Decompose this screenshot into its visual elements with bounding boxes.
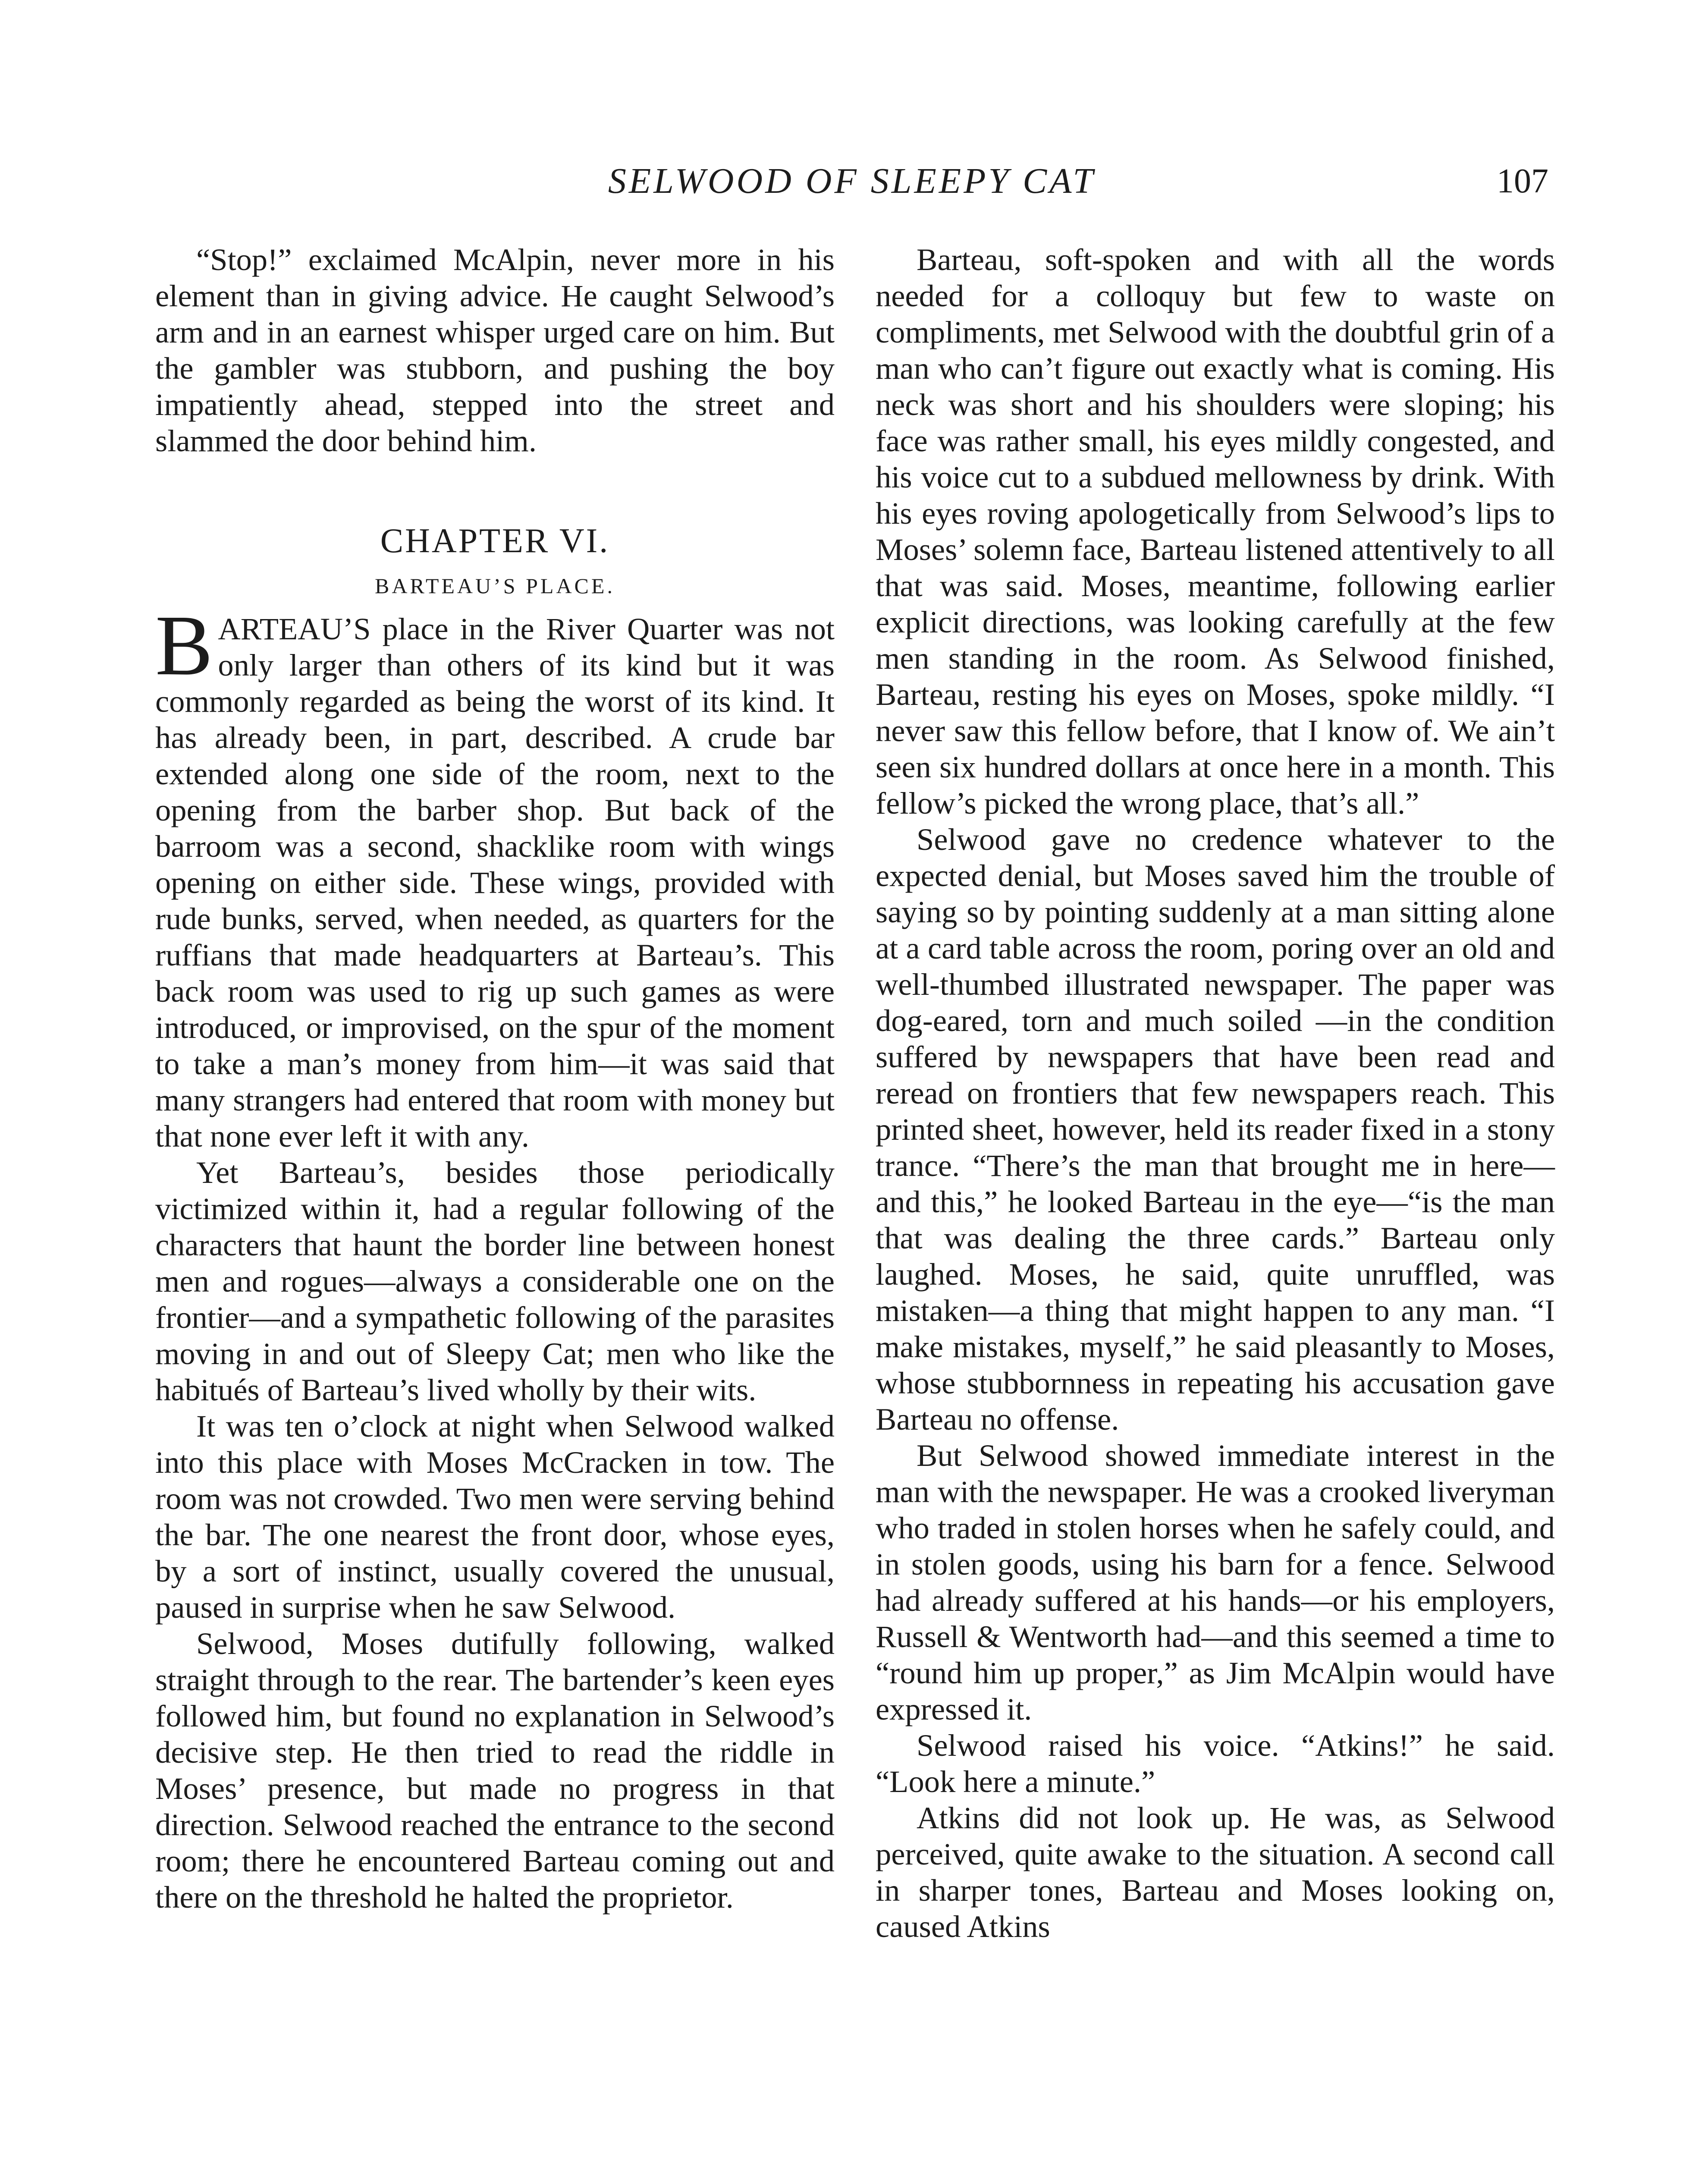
paragraph: Yet Barteau’s, besides those periodically victimized within it, had a regular following of the characters that haunt the border line between honest men and rogues—always a considerable one on the frontier—and a sympathetic following of the parasites moving in and out of Sleepy Cat; men who like the habitués of Barteau’s lived wholly by their wits. xyxy=(155,1155,835,1407)
paragraph: “Stop!” exclaimed McAlpin, never more in his element than in giving advice. He caught Selwood’s arm and in an earnest whisper urged care on him. But the gambler was stubborn, and pushing the boy impatiently ahead, stepped into the street and slammed the door behind him. xyxy=(155,242,835,458)
page-number: 107 xyxy=(1497,162,1548,200)
left-column xyxy=(155,242,835,1915)
chapter-heading: CHAPTER VI. xyxy=(380,522,610,560)
right-column xyxy=(876,242,1555,1945)
drop-cap: B xyxy=(155,598,213,693)
chapter-first-paragraph xyxy=(155,598,835,1154)
paragraph: Selwood, Moses dutifully following, walked straight through to the rear. The bartender’s keen eyes followed him, but found no explanation in Selwood’s decisive step. He then tried to read the riddle in Moses’ presence, but made no progress in that direction. Selwood reached the entrance to the second room; there he encountered Barteau coming out and there on the threshold he halted the proprietor. xyxy=(155,1626,835,1915)
running-head xyxy=(155,155,1548,207)
paragraph: Barteau, soft-spoken and with all the words needed for a colloquy but few to waste on compliments, met Selwood with the doubtful grin of a man who can’t figure out exactly what is coming. His neck was short and his shoulders were sloping; his face was rather small, his eyes mildly congested, and his voice cut to a subdued mellowness by drink. With his eyes roving apologetically from Selwood’s lips to Moses’ solemn face, Barteau listened attentively to all that was said. Moses, meantime, following earlier explicit directions, was looking carefully at the few men standing in the room. As Selwood finished, Barteau, resting his eyes on Moses, spoke mildly. “I never saw this fellow before, that I know of. We ain’t seen six hundred dollars at once here in a month. This fellow’s picked the wrong place, that’s all.” xyxy=(876,242,1555,821)
chapter-subtitle: BARTEAU’S PLACE. xyxy=(375,574,615,598)
paragraph: It was ten o’clock at night when Selwood walked into this place with Moses McCracken in tow. The room was not crowded. Two men were serving behind the bar. The one nearest the front door, whose eyes, by a sort of instinct, usually covered the unusual, paused in surprise when he saw Selwood. xyxy=(155,1409,835,1625)
running-title: SELWOOD OF SLEEPY CAT xyxy=(608,161,1096,201)
paragraph: Selwood raised his voice. “Atkins!” he said. “Look here a minute.” xyxy=(876,1728,1555,1799)
paragraph: But Selwood showed immediate interest in the man with the newspaper. He was a crooked liveryman who traded in stolen horses when he safely could, and in stolen goods, using his barn for a fence. Selwood had already suffered at his hands—or his employers, Russell & Wentworth had—and this seemed a time to “round him up proper,” as Jim McAlpin would have expressed it. xyxy=(876,1438,1555,1726)
paragraph-text: ARTEAU’S place in the River Quarter was not only larger than others of its kind but it was commonly regarded as being the worst of its kind. It has already been, in part, described. A crude bar extended along one side of the room, next to the opening from the barber shop. But back of the barroom was a second, shacklike room with wings opening on either side. These wings, provided with rude bunks, served, when needed, as quarters for the ruffians that made headquarters at Barteau’s. This back room was used to rig up such games as were introduced, or improvised, on the spur of the moment to take a man’s money from him—it was said that many strangers had entered that room with money but that none ever left it with any. xyxy=(155,611,835,1154)
paragraph: Selwood gave no credence whatever to the expected denial, but Moses saved him the trouble of saying so by pointing suddenly at a man sitting alone at a card table across the room, poring over an old and well-thumbed illustrated newspaper. The paper was dog-eared, torn and much soiled —in the condition suffered by newspapers that have been read and reread on frontiers that few newspapers reach. This printed sheet, however, held its reader fixed in a stony trance. “There’s the man that brought me in here—and this,” he looked Barteau in the eye—“is the man that was dealing the three cards.” Barteau only laughed. Moses, he said, quite unruffled, was mistaken—a thing that might happen to any man. “I make mistakes, myself,” he said pleasantly to Moses, whose stubbornness in repeating his accusation gave Barteau no offense. xyxy=(876,822,1555,1437)
chapter-header xyxy=(155,519,835,603)
paragraph: Atkins did not look up. He was, as Selwood perceived, quite awake to the situation. A second call in sharper tones, Barteau and Moses looking on, caused Atkins xyxy=(876,1800,1555,1944)
